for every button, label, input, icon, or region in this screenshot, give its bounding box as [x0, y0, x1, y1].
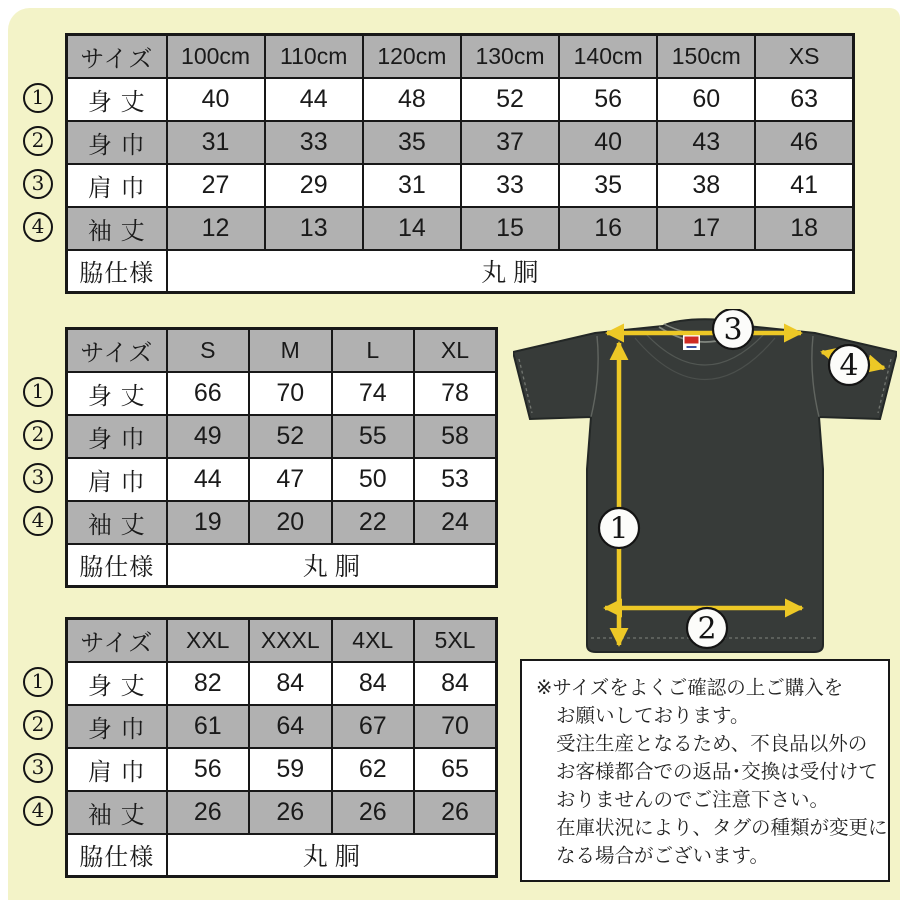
value-cell: 58 — [414, 415, 497, 458]
purchase-notes — [520, 659, 890, 882]
size-table-adult — [65, 327, 498, 588]
value-cell: 84 — [332, 662, 415, 705]
value-cell: 13 — [265, 207, 363, 250]
table-row — [67, 164, 854, 207]
diagram-marker-num-4: 4 — [839, 348, 859, 384]
header-row — [67, 619, 497, 662]
row-marker-4: 4 — [23, 212, 53, 242]
value-cell: 37 — [461, 121, 559, 164]
row-marker-2: 2 — [23, 420, 53, 450]
diagram-marker-num-1: 1 — [609, 511, 629, 547]
side-spec-label: 脇仕様 — [67, 544, 167, 587]
footer-row — [67, 834, 497, 877]
table-row — [67, 207, 854, 250]
table-row — [67, 501, 497, 544]
tshirt-diagram — [513, 309, 897, 657]
col-header-3: 120cm — [363, 35, 461, 78]
row-marker-1: 1 — [23, 83, 53, 113]
footer-row — [67, 544, 497, 587]
value-cell: 59 — [249, 748, 332, 791]
value-cell: 18 — [755, 207, 853, 250]
row-marker-4: 4 — [23, 506, 53, 536]
value-cell: 55 — [332, 415, 415, 458]
value-cell: 27 — [167, 164, 265, 207]
note-line: なる場合がございます。 — [556, 845, 769, 867]
value-cell: 65 — [414, 748, 497, 791]
row-label: 袖 丈 — [67, 501, 167, 544]
row-label: 身 巾 — [67, 415, 167, 458]
row-label: 身 巾 — [67, 705, 167, 748]
col-header-5: 140cm — [559, 35, 657, 78]
value-cell: 82 — [167, 662, 250, 705]
value-cell: 66 — [167, 372, 250, 415]
side-spec-value: 丸 胴 — [167, 544, 497, 587]
value-cell: 35 — [559, 164, 657, 207]
table-row — [67, 78, 854, 121]
value-cell: 24 — [414, 501, 497, 544]
col-header-1: XXL — [167, 619, 250, 662]
value-cell: 26 — [167, 791, 250, 834]
note-line: ※サイズをよくご確認の上ご購入を — [536, 677, 844, 699]
col-header-1: 100cm — [167, 35, 265, 78]
value-cell: 43 — [657, 121, 755, 164]
col-header-3: L — [332, 329, 415, 372]
value-cell: 17 — [657, 207, 755, 250]
value-cell: 44 — [265, 78, 363, 121]
row-label: 身 巾 — [67, 121, 167, 164]
size-header-label: サイズ — [67, 619, 167, 662]
row-marker-2: 2 — [23, 710, 53, 740]
table-row — [67, 791, 497, 834]
col-header-6: 150cm — [657, 35, 755, 78]
row-marker-3: 3 — [23, 463, 53, 493]
table-row — [67, 662, 497, 705]
col-header-4: 5XL — [414, 619, 497, 662]
value-cell: 14 — [363, 207, 461, 250]
table-row — [67, 372, 497, 415]
value-cell: 40 — [167, 78, 265, 121]
note-line: お客様都合での返品･交換は受付けて — [556, 761, 878, 783]
value-cell: 26 — [332, 791, 415, 834]
value-cell: 22 — [332, 501, 415, 544]
value-cell: 46 — [755, 121, 853, 164]
value-cell: 52 — [461, 78, 559, 121]
value-cell: 38 — [657, 164, 755, 207]
value-cell: 56 — [167, 748, 250, 791]
col-header-1: S — [167, 329, 250, 372]
value-cell: 31 — [363, 164, 461, 207]
row-label: 身 丈 — [67, 662, 167, 705]
size-header-label: サイズ — [67, 35, 167, 78]
value-cell: 47 — [249, 458, 332, 501]
value-cell: 26 — [414, 791, 497, 834]
value-cell: 53 — [414, 458, 497, 501]
value-cell: 50 — [332, 458, 415, 501]
value-cell: 41 — [755, 164, 853, 207]
value-cell: 40 — [559, 121, 657, 164]
note-line: 在庫状況により、タグの種類が変更に — [556, 817, 888, 839]
footer-row — [67, 250, 854, 293]
col-header-2: 110cm — [265, 35, 363, 78]
value-cell: 64 — [249, 705, 332, 748]
value-cell: 26 — [249, 791, 332, 834]
header-row — [67, 35, 854, 78]
size-header-label: サイズ — [67, 329, 167, 372]
value-cell: 31 — [167, 121, 265, 164]
value-cell: 52 — [249, 415, 332, 458]
note-line: 受注生産となるため、不良品以外の — [556, 733, 868, 755]
row-label: 袖 丈 — [67, 207, 167, 250]
row-label: 身 丈 — [67, 78, 167, 121]
row-marker-3: 3 — [23, 753, 53, 783]
col-header-2: XXXL — [249, 619, 332, 662]
value-cell: 12 — [167, 207, 265, 250]
collar-tag-blue-mark — [687, 346, 697, 348]
table-row — [67, 705, 497, 748]
value-cell: 70 — [249, 372, 332, 415]
value-cell: 84 — [414, 662, 497, 705]
value-cell: 84 — [249, 662, 332, 705]
side-spec-value: 丸 胴 — [167, 250, 854, 293]
col-header-4: 130cm — [461, 35, 559, 78]
value-cell: 29 — [265, 164, 363, 207]
table-row — [67, 121, 854, 164]
row-marker-1: 1 — [23, 667, 53, 697]
size-table-kids — [65, 33, 855, 294]
note-line: お願いしております。 — [556, 705, 750, 727]
col-header-4: XL — [414, 329, 497, 372]
note-line: おりませんのでご注意下さい。 — [556, 789, 830, 811]
value-cell: 67 — [332, 705, 415, 748]
value-cell: 56 — [559, 78, 657, 121]
row-marker-1: 1 — [23, 377, 53, 407]
row-label: 肩 巾 — [67, 164, 167, 207]
value-cell: 62 — [332, 748, 415, 791]
value-cell: 44 — [167, 458, 250, 501]
diagram-marker-num-3: 3 — [723, 312, 743, 348]
col-header-3: 4XL — [332, 619, 415, 662]
value-cell: 70 — [414, 705, 497, 748]
row-label: 肩 巾 — [67, 748, 167, 791]
value-cell: 19 — [167, 501, 250, 544]
row-label: 身 丈 — [67, 372, 167, 415]
value-cell: 61 — [167, 705, 250, 748]
side-spec-label: 脇仕様 — [67, 834, 167, 877]
table-row — [67, 415, 497, 458]
row-label: 袖 丈 — [67, 791, 167, 834]
side-spec-label: 脇仕様 — [67, 250, 167, 293]
table-row — [67, 748, 497, 791]
value-cell: 74 — [332, 372, 415, 415]
diagram-marker-num-2: 2 — [697, 611, 717, 647]
row-marker-2: 2 — [23, 126, 53, 156]
row-label: 肩 巾 — [67, 458, 167, 501]
col-header-2: M — [249, 329, 332, 372]
value-cell: 35 — [363, 121, 461, 164]
value-cell: 20 — [249, 501, 332, 544]
value-cell: 63 — [755, 78, 853, 121]
row-marker-3: 3 — [23, 169, 53, 199]
value-cell: 33 — [461, 164, 559, 207]
row-marker-4: 4 — [23, 796, 53, 826]
header-row — [67, 329, 497, 372]
side-spec-value: 丸 胴 — [167, 834, 497, 877]
table-row — [67, 458, 497, 501]
col-header-7: XS — [755, 35, 853, 78]
value-cell: 49 — [167, 415, 250, 458]
value-cell: 48 — [363, 78, 461, 121]
value-cell: 15 — [461, 207, 559, 250]
value-cell: 60 — [657, 78, 755, 121]
size-table-big — [65, 617, 498, 878]
value-cell: 78 — [414, 372, 497, 415]
value-cell: 16 — [559, 207, 657, 250]
value-cell: 33 — [265, 121, 363, 164]
collar-tag-red-mark — [685, 337, 699, 344]
